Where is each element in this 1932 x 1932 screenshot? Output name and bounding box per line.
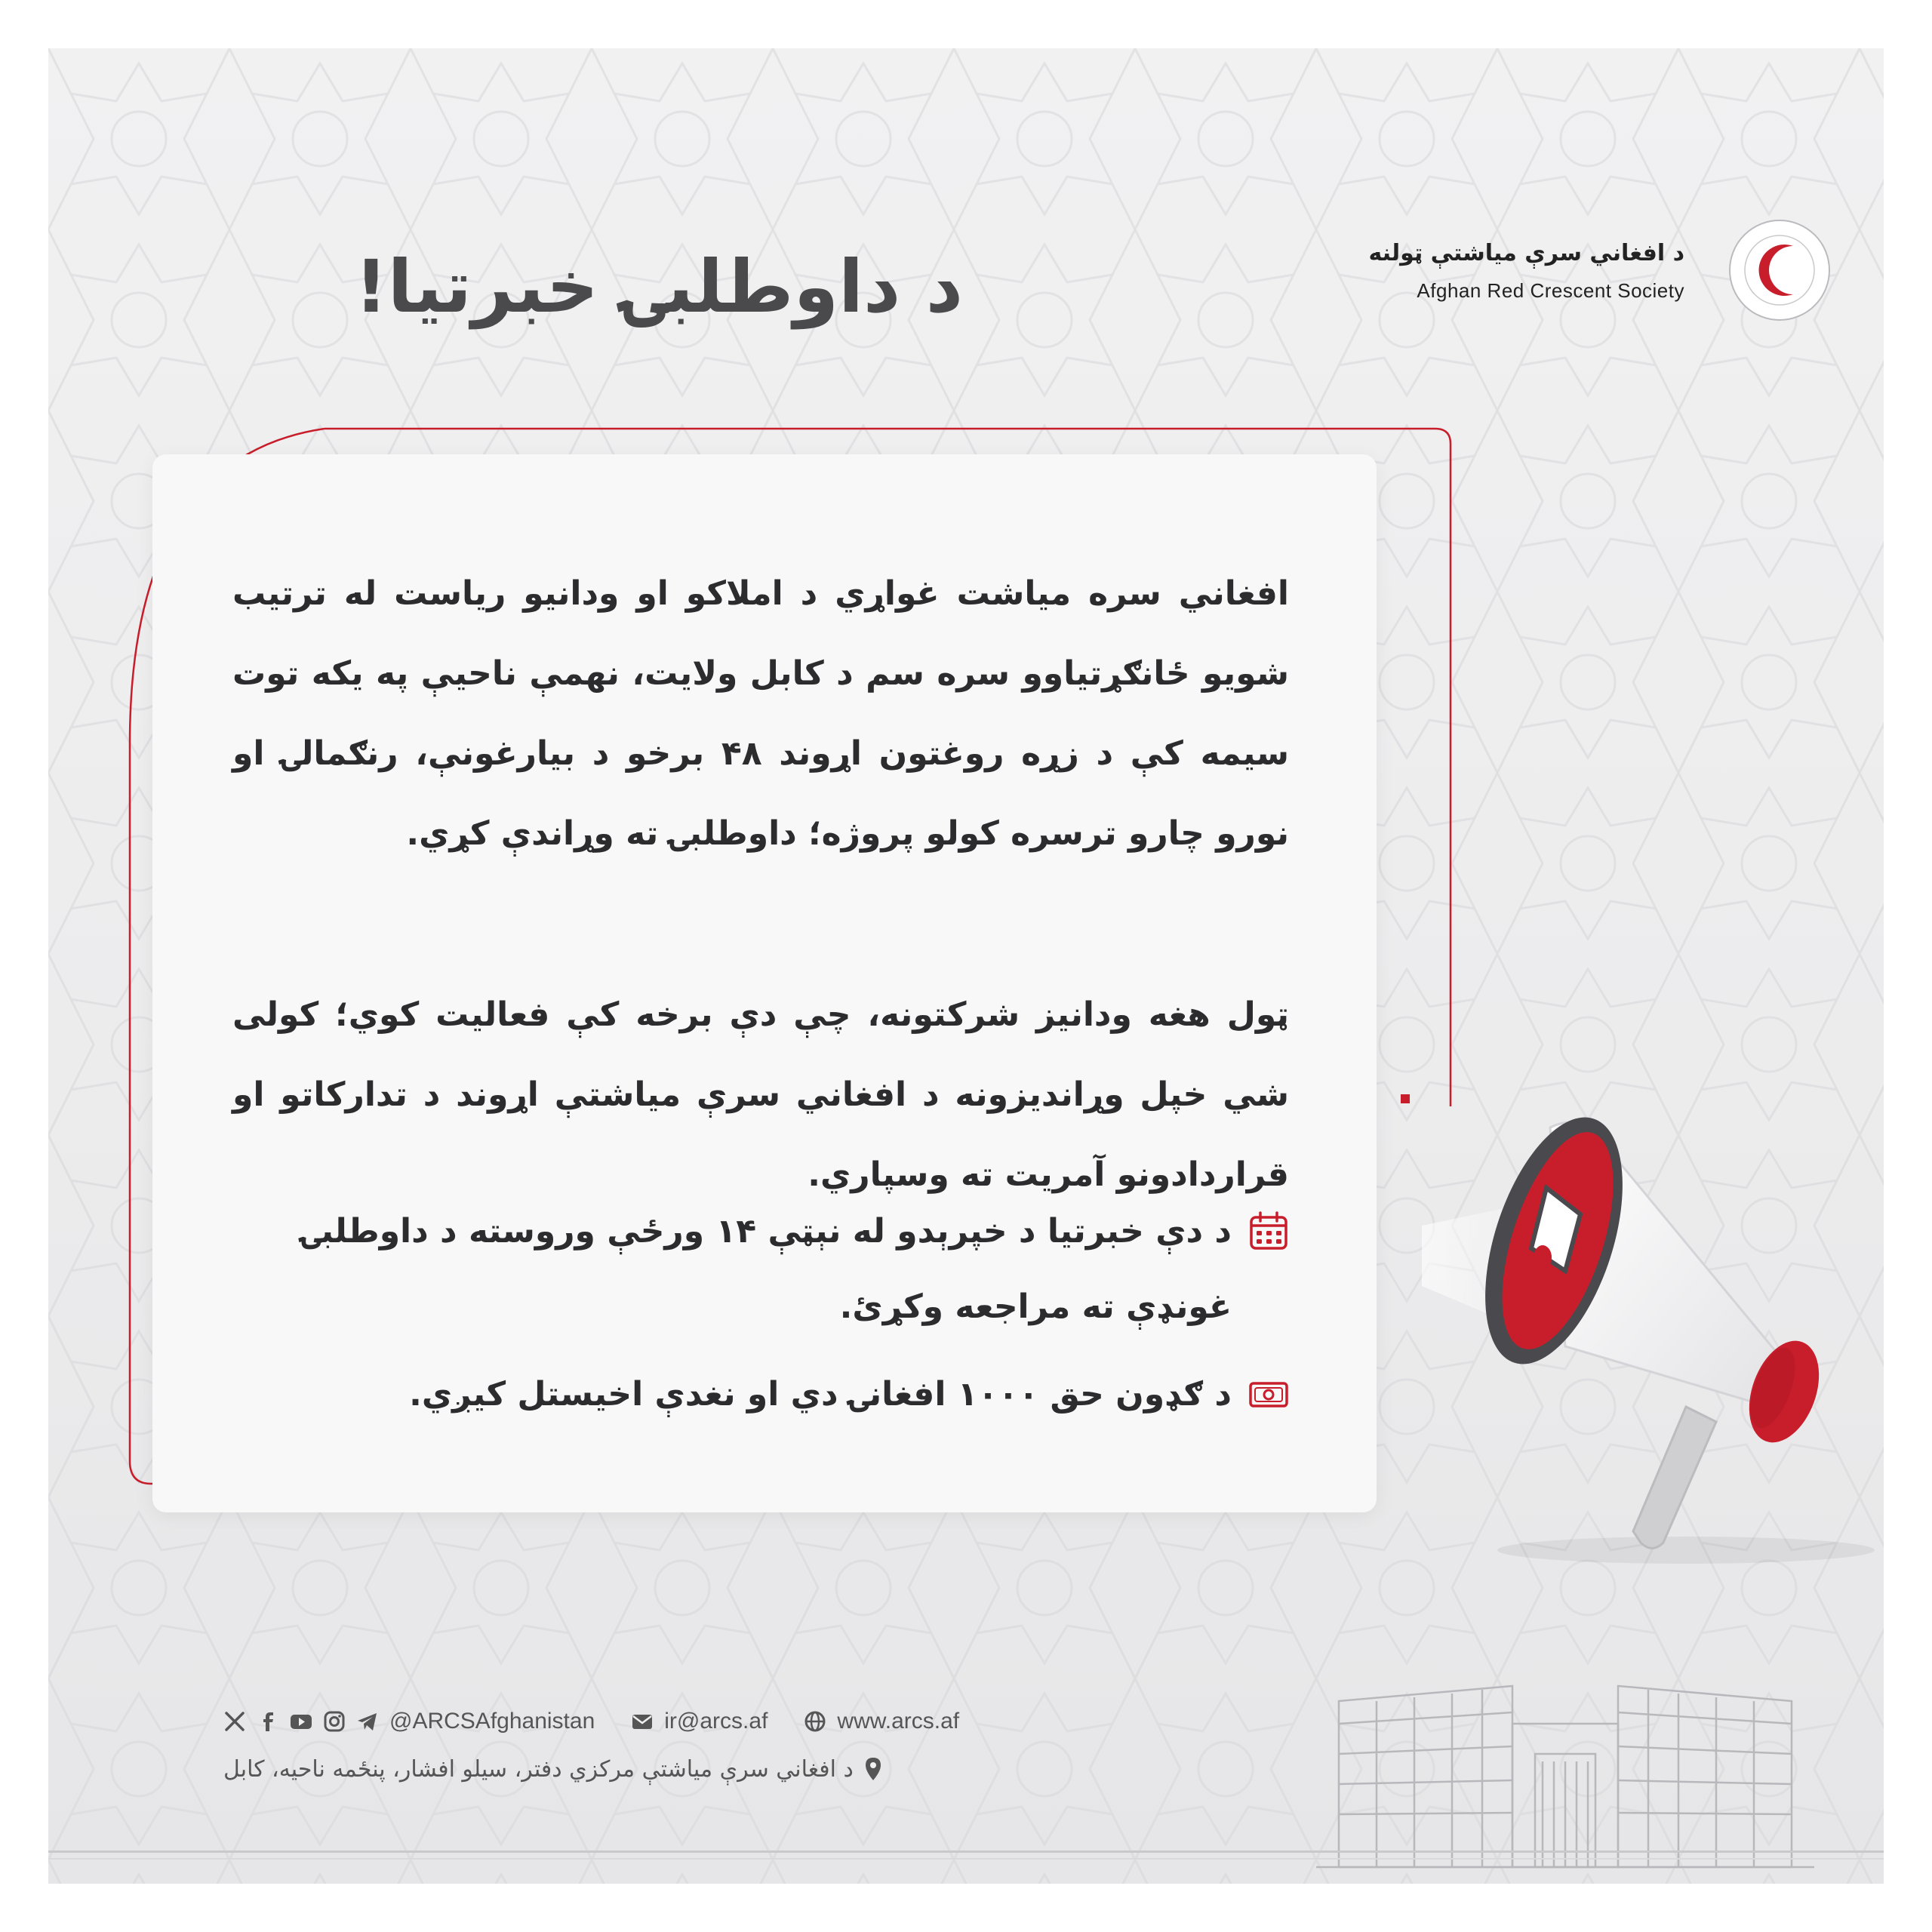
calendar-icon [1248,1211,1289,1251]
page-title: د داوطلبۍ خبرتیا! [354,245,963,329]
footer-address-row [223,1751,882,1787]
org-name-english: Afghan Red Crescent Society [1417,279,1684,302]
globe-icon [804,1710,826,1733]
announcement-paragraph-2: ټول هغه ودانیز شرکتونه، چې دې برخه کې فعالیت کوي؛ کولی شي خپل وړاندیزونه د افغاني سرې میاشتې اړوند د تدارکاتو او قراردادونو آمریت ته وسپاري. [232,995,1289,1194]
address-text: د افغاني سرې میاشتې مرکزي دفتر، سیلو افشار، پنځمه ناحیه، کابل [223,1755,854,1783]
website-link[interactable]: www.arcs.af [837,1709,960,1734]
location-pin-icon [864,1757,882,1781]
facebook-icon[interactable] [257,1710,279,1733]
arcs-logo-icon [1727,217,1832,323]
social-links [223,1709,595,1734]
email-link[interactable]: ir@arcs.af [664,1709,768,1734]
youtube-icon[interactable] [290,1710,312,1733]
money-icon [1248,1374,1289,1414]
footer-divider [48,1850,1884,1853]
bullet-deadline [232,1194,1289,1345]
bullet-deadline-text: د دې خبرتیا د خپرېدو له نېټې ۱۴ ورځې وروسته د داوطلبۍ غونډې ته مراجعه وکړئ. [301,1212,1232,1326]
brand-block [1368,217,1832,353]
bullet-fee-text: د ګډون حق ۱۰۰۰ افغانۍ دي او نغدې اخیستل کیږي. [409,1375,1232,1414]
email-contact [631,1709,768,1734]
announcement-paragraph-1: افغاني سره میاشت غواړي د املاکو او ودانیو ریاست له ترتیب شویو ځانګړتیاوو سره سم د کابل ولایت، نهمې ناحیې په یکه توت سیمه کې د زړه روغتون اړوند ۴۸ برخو د بیارغونې، رنګمالۍ او نورو چارو ترسره کولو پروژه؛ داوطلبۍ ته وړاندې کړي. [232,574,1289,853]
website-contact [804,1709,959,1734]
org-name-pashto: د افغاني سرې میاشتې ټولنه [1368,240,1684,266]
social-handle[interactable]: @ARCSAfghanistan [389,1709,595,1734]
footer-divider-secondary [48,1858,1884,1860]
footer-contact-row [223,1703,959,1740]
telegram-icon[interactable] [356,1710,379,1733]
bullet-fee [232,1357,1289,1432]
building-illustration [1316,1641,1814,1882]
megaphone-icon [1361,1097,1875,1565]
envelope-icon [631,1710,654,1733]
poster-canvas [48,48,1884,1884]
x-icon[interactable] [223,1710,246,1733]
instagram-icon[interactable] [323,1710,346,1733]
